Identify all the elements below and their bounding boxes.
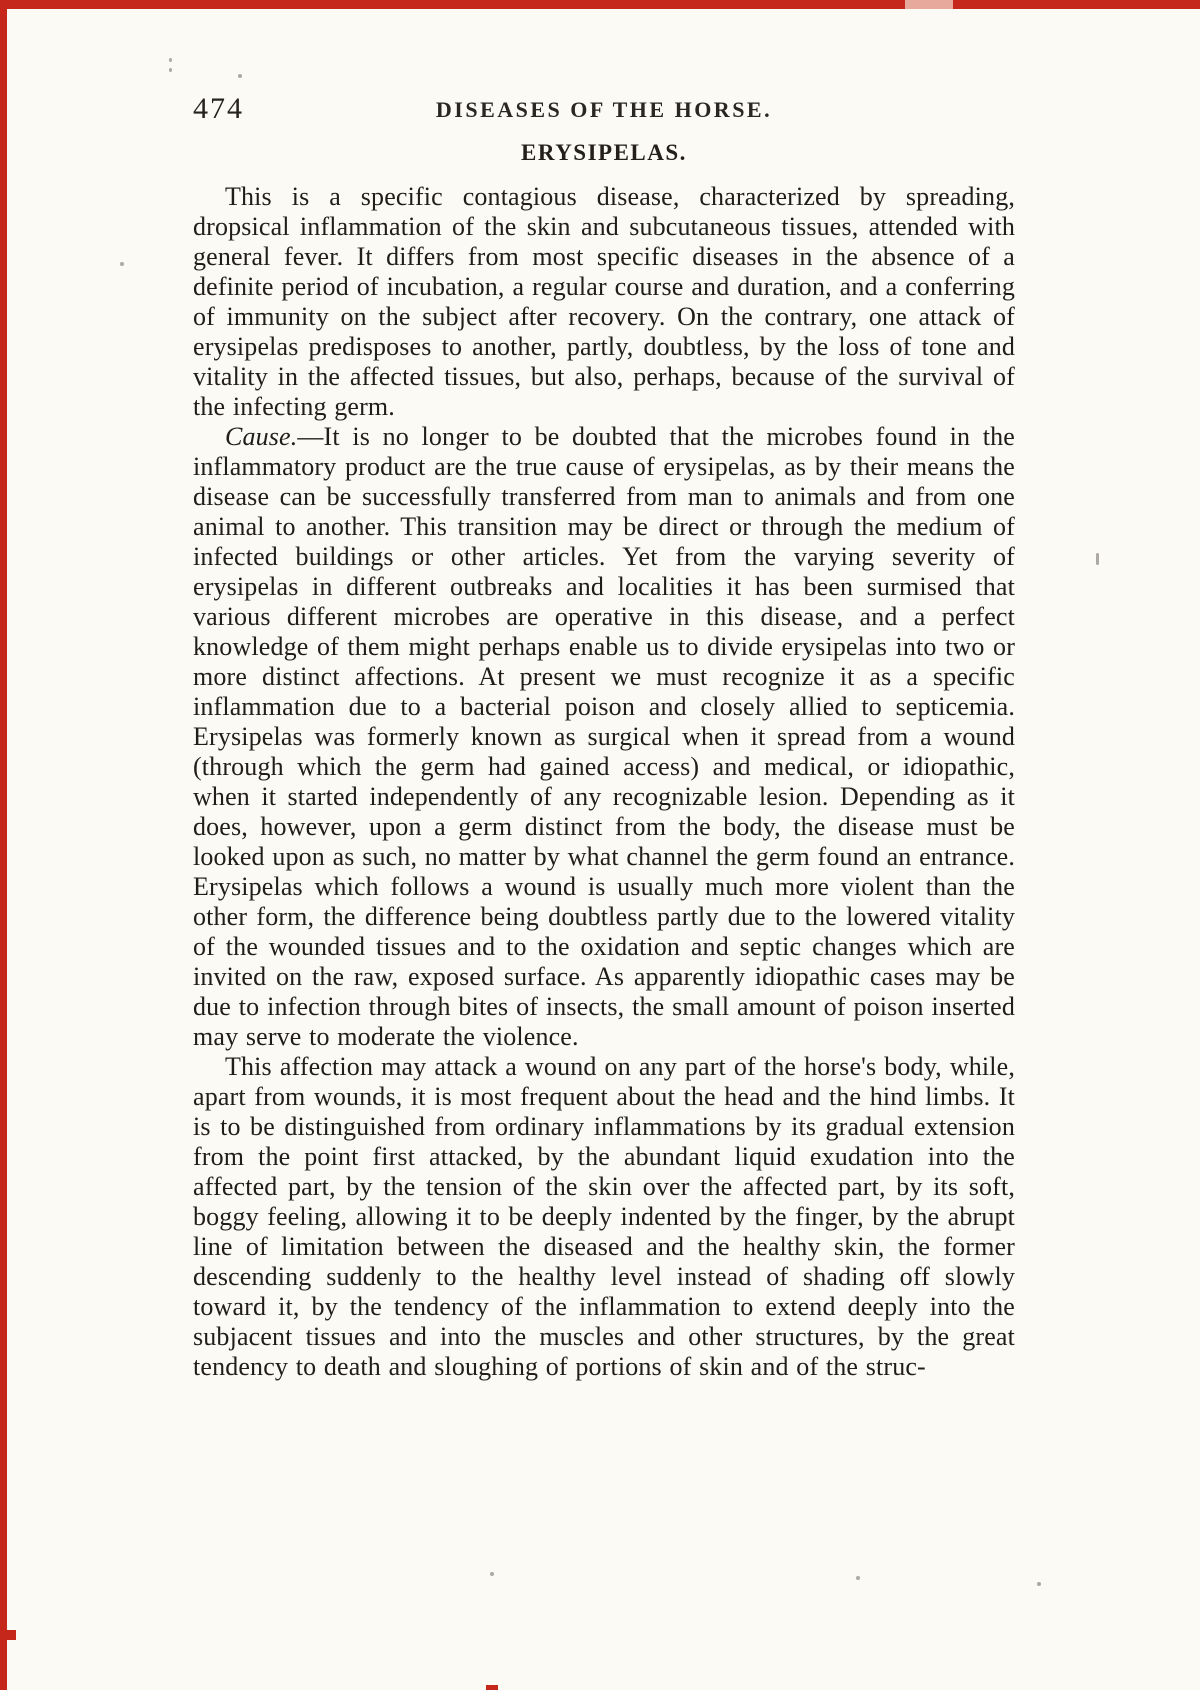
scan-speck xyxy=(1096,553,1099,565)
scan-speck xyxy=(169,58,172,62)
scan-mark-bottom-left xyxy=(0,1630,16,1640)
section-title: ERYSIPELAS. xyxy=(521,140,687,165)
paragraph-lead-italic: Cause. xyxy=(225,422,298,451)
page-number: 474 xyxy=(193,92,244,125)
paragraph-text: —It is no longer to be doubted that the microbes found in the inflammatory product are the true cause of erysipelas, as by their means the disease can be successfully transferred from man to animals and from one animal to another. This transition may be direct or through the medium of infected buildings or other articles. Yet from the varying severity of erysipelas in different outbreaks and localities it has been surmised that various different microbes are operative in this disease, and a perfect knowledge of them might perhaps enable us to divide erysipelas into two or more distinct affections. At present we must recognize it as a specific inflammation due to a bacterial poison and closely allied to septicemia. Erysipelas was formerly known as surgical when it spread from a wound (through which the germ had gained access) and medical, or idiopathic, when it started independently of any recognizable lesion. Depending as it does, however, upon a germ distinct from the body, the disease must be looked upon as such, no matter by what channel the germ found an entrance. Erysipelas which follows a wound is usually much more violent than the other form, the difference being doubtless partly due to the lowered vitality of the wounded tissues and to the oxidation and septic changes which are invited on the raw, exposed surface. As apparently idiopathic cases may be due to infection through bites of insects, the small amount of poison inserted may serve to moderate the violence. xyxy=(193,422,1015,1051)
scan-edge-top xyxy=(0,0,1200,9)
running-head: DISEASES OF THE HORSE. xyxy=(435,97,773,122)
scan-speck xyxy=(1037,1582,1041,1586)
scan-speck xyxy=(120,262,124,266)
scan-speck xyxy=(856,1576,860,1580)
scan-mark-bottom-center xyxy=(486,1685,498,1690)
scan-speck xyxy=(238,74,242,78)
scan-edge-top-gap xyxy=(905,0,953,9)
scan-speck xyxy=(490,1572,494,1576)
paragraph-intro: This is a specific contagious disease, characterized by spreading, dropsical inflammation of the skin and subcutaneous tissues, attended with general fever. It differs from most specific diseases in the absence of a definite period of incubation, a regular course and duration, and a conferring of immunity on the subject after recovery. On the contrary, one attack of erysipelas predisposes to another, partly, doubtless, by the loss of tone and vitality in the affected tissues, but also, perhaps, because of the survival of the infecting germ. xyxy=(193,182,1015,421)
page-header xyxy=(193,92,1015,126)
scan-speck xyxy=(169,68,172,72)
paragraph-cause xyxy=(193,422,1015,1052)
page-content xyxy=(193,92,1015,1382)
scan-edge-left xyxy=(0,0,7,1690)
paragraph-affection: This affection may attack a wound on any part of the horse's body, while, apart from wounds, it is most frequent about the head and the hind limbs. It is to be distinguished from ordinary inflammations by its gradual extension from the point first attacked, by the abundant liquid exudation into the affected part, by the tension of the skin over the affected part, by its soft, boggy feeling, allowing it to be deeply indented by the finger, by the abrupt line of limitation between the diseased and the healthy skin, the former descending suddenly to the healthy level instead of shading off slowly toward it, by the tendency of the inflammation to extend deeply into the subjacent tissues and into the muscles and other structures, by the great tendency to death and sloughing of portions of skin and of the struc- xyxy=(193,1052,1015,1381)
